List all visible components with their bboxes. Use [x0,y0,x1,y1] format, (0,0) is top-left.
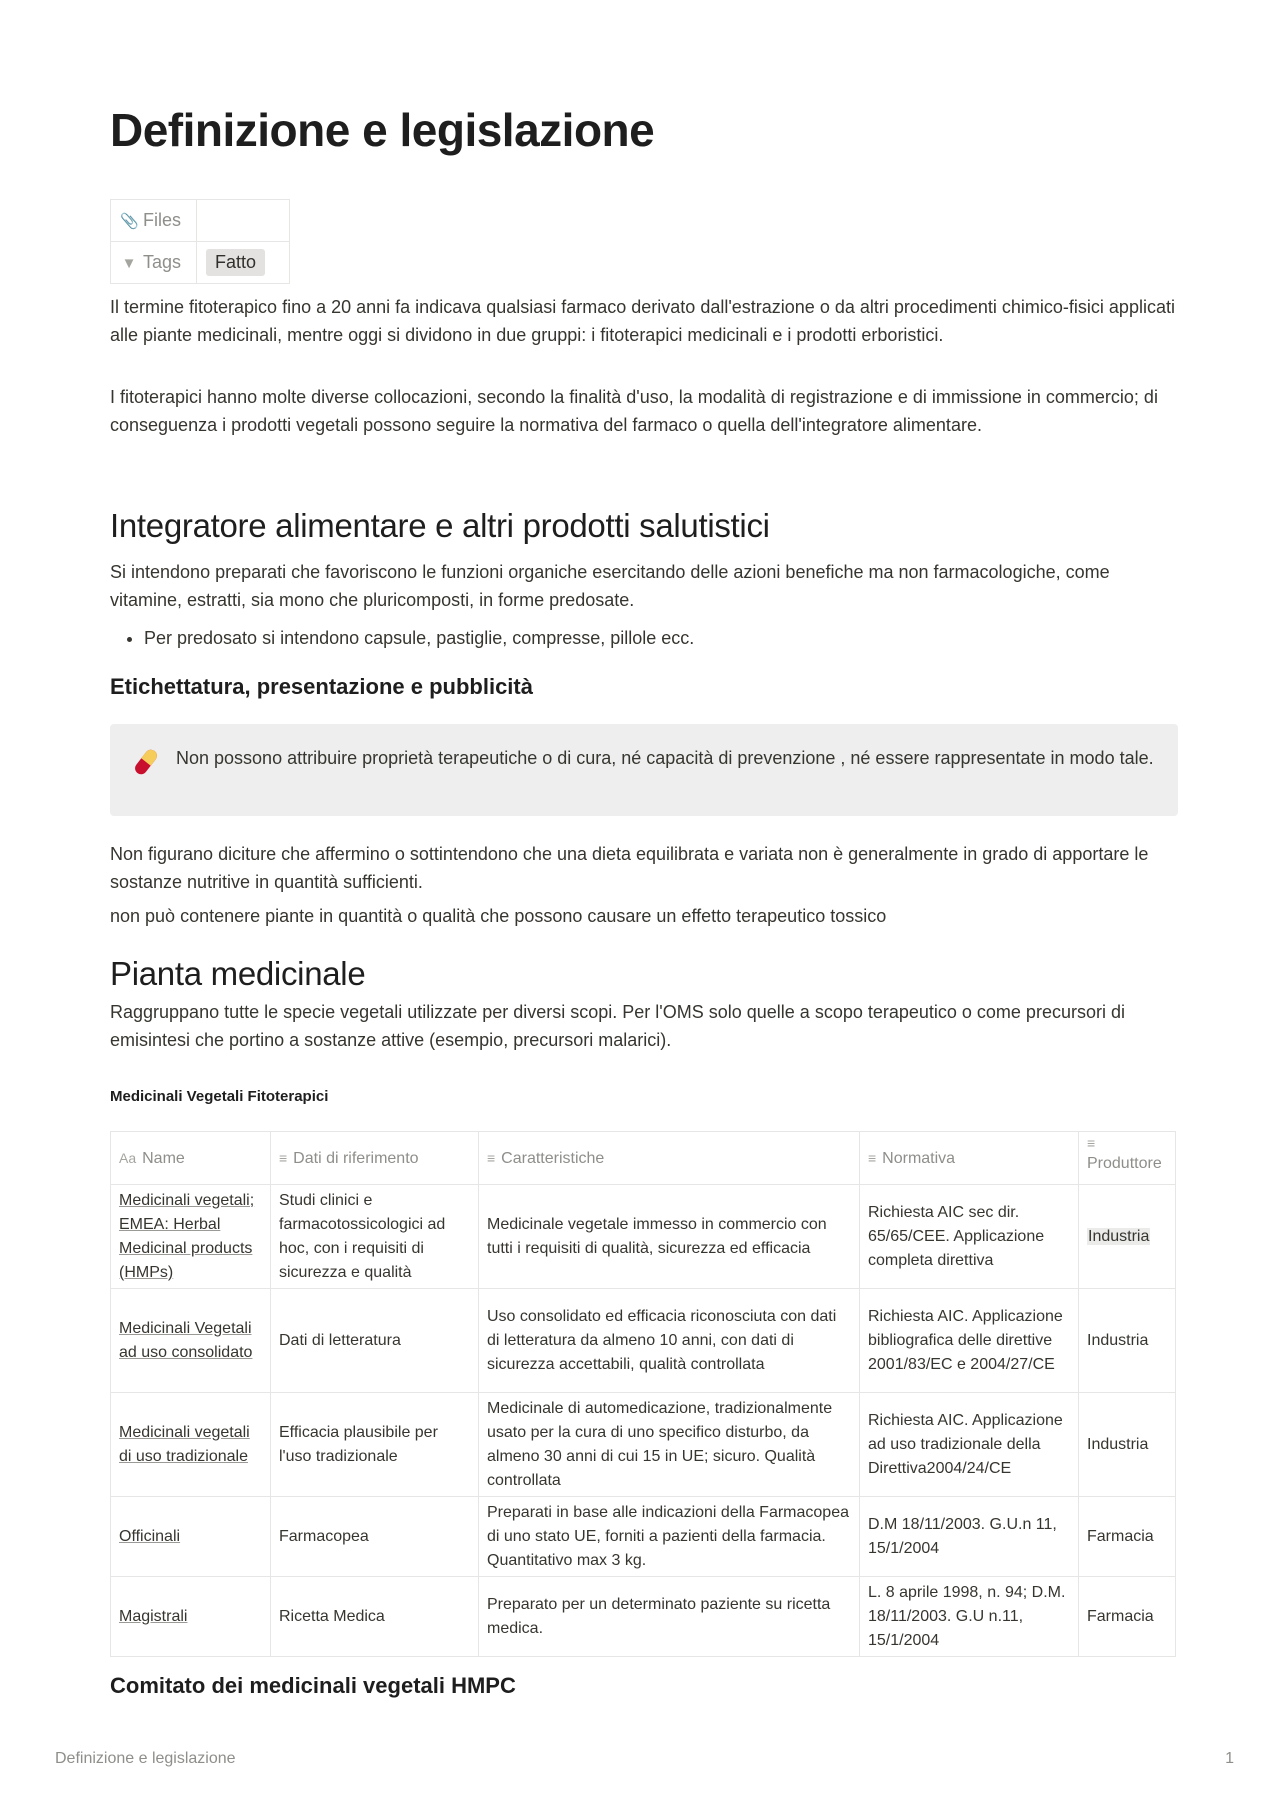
intro-paragraph-1: Il termine fitoterapico fino a 20 anni fa indicava qualsiasi farmaco derivato dall'estrazione o da altri procedimenti chimico-fisici applicati alle piante medicinali, mentre oggi si dividono in due gruppi: i fitoterapici medicinali e i prodotti erboristici. [110,297,1175,345]
column-header-dati[interactable] [271,1132,479,1185]
text-property-icon: ≡ [279,1149,288,1166]
table-cell-dati: Efficacia plausibile per l'uso tradizionale [271,1393,479,1497]
page-title: Definizione e legislazione [110,104,655,156]
table-cell-name[interactable] [111,1289,271,1393]
table-cell-dati: Dati di letteratura [271,1289,479,1393]
heading-integratore: Integratore alimentare e altri prodotti salutistici [110,507,770,544]
table-row [111,1497,1176,1577]
table-cell-normativa: Richiesta AIC. Applicazione ad uso tradizionale della Direttiva2004/24/CE [860,1393,1079,1497]
table-row [111,1185,1176,1289]
table-cell-normativa: L. 8 aprile 1998, n. 94; D.M. 18/11/2003. G.U n.11, 15/1/2004 [860,1577,1079,1657]
row-link[interactable]: Magistrali [119,1607,188,1625]
text-property-icon: ≡ [868,1149,877,1166]
footer-page-number: 1 [1225,1750,1234,1767]
table-cell-produttore: Farmacia [1079,1497,1176,1577]
table-cell-produttore [1079,1185,1176,1289]
table-caption: Medicinali Vegetali Fitoterapici [110,1088,329,1105]
table-cell-produttore: Industria [1079,1289,1176,1393]
row-link[interactable]: Officinali [119,1527,181,1545]
property-tags-key [111,242,197,284]
callout-text: Non possono attribuire proprietà terapeutiche o di cura, né capacità di prevenzione , né essere rappresentate in modo tale. [176,748,1154,768]
column-header-label: Dati di riferimento [293,1149,419,1167]
table-cell-produttore: Farmacia [1079,1577,1176,1657]
column-header-label: Caratteristiche [501,1149,605,1167]
property-tags [111,242,290,284]
table-row [111,1289,1176,1393]
column-header-label: Name [142,1149,185,1167]
table-cell-caratteristiche: Preparati in base alle indicazioni della Farmacopea di uno stato UE, forniti a pazienti della farmacia. Quantitativo max 3 kg. [479,1497,860,1577]
row-link[interactable]: Medicinali vegetali di uso tradizionale [119,1423,250,1465]
chevron-circle-icon: ▼ [121,255,137,272]
property-files-key [111,200,197,242]
footer-title: Definizione e legislazione [55,1750,236,1767]
column-header-label: Produttore [1087,1155,1162,1172]
table-cell-normativa: Richiesta AIC. Applicazione bibliografica delle direttive 2001/83/EC e 2004/27/CE [860,1289,1079,1393]
pill-icon [131,747,161,777]
etichettatura-paragraph-2: non può contenere piante in quantità o qualità che possono causare un effetto terapeutico tossico [110,906,887,926]
title-property-icon: Aa [119,1149,137,1166]
tags-label: Tags [143,252,182,272]
property-files [111,200,290,242]
row-link[interactable]: Medicinali vegetali; EMEA: Herbal Medicinal products (HMPs) [119,1191,255,1281]
row-link[interactable]: Medicinali Vegetali ad uso consolidato [119,1319,253,1361]
table-cell-caratteristiche: Medicinale vegetale immesso in commercio con tutti i requisiti di qualità, sicurezza ed efficacia [479,1185,860,1289]
table-row [111,1577,1176,1657]
callout-box [110,724,1178,816]
heading-comitato: Comitato dei medicinali vegetali HMPC [110,1673,516,1698]
table-cell-name[interactable] [111,1497,271,1577]
table-cell-produttore: Industria [1079,1393,1176,1497]
property-tags-value[interactable] [197,242,290,284]
property-files-value[interactable] [197,200,290,242]
text-property-icon: ≡ [1087,1135,1096,1151]
table-cell-name[interactable] [111,1393,271,1497]
intro-paragraph-2: I fitoterapici hanno molte diverse collocazioni, secondo la finalità d'uso, la modalità di registrazione e di immissione in commercio; di conseguenza i prodotti vegetali possono seguire la normativa del farmaco o quella dell'integratore alimentare. [110,387,1158,435]
table-cell-name[interactable] [111,1577,271,1657]
medicinali-table [110,1131,1176,1657]
column-header-label: Normativa [882,1149,956,1167]
table-cell-name[interactable] [111,1185,271,1289]
column-header-name[interactable] [111,1132,271,1185]
produttore-value: Industria [1088,1227,1150,1245]
column-header-produttore[interactable] [1079,1132,1176,1185]
paperclip-icon: 📎 [120,213,139,230]
table-cell-caratteristiche: Preparato per un determinato paziente su ricetta medica. [479,1577,860,1657]
table-cell-caratteristiche: Uso consolidato ed efficacia riconosciuta con dati di letteratura da almeno 10 anni, con dati di sicurezza accettabili, qualità controllata [479,1289,860,1393]
table-header-row [111,1132,1176,1185]
list-item: • Per predosato si intendono capsule, pastiglie, compresse, pillole ecc. [144,624,694,652]
table-row [111,1393,1176,1497]
pianta-paragraph: Raggruppano tutte le specie vegetali utilizzate per diversi scopi. Per l'OMS solo quelle a scopo terapeutico o come precursori di emisintesi che portino a sostanze attive (esempio, precursori malarici). [110,1002,1125,1050]
integratore-bullet-list [110,624,694,652]
tag-badge[interactable]: Fatto [206,249,265,276]
text-property-icon: ≡ [487,1149,496,1166]
table-cell-caratteristiche: Medicinale di automedicazione, tradizionalmente usato per la cura di uno specifico disturbo, da almeno 30 anni di cui 15 in UE; sicuro. Qualità controllata [479,1393,860,1497]
files-label: Files [143,210,182,230]
table-cell-dati: Ricetta Medica [271,1577,479,1657]
table-cell-dati: Studi clinici e farmacotossicologici ad hoc, con i requisiti di sicurezza e qualità [271,1185,479,1289]
table-cell-normativa: Richiesta AIC sec dir. 65/65/CEE. Applicazione completa direttiva [860,1185,1079,1289]
column-header-normativa[interactable] [860,1132,1079,1185]
properties-table [110,199,290,284]
column-header-caratteristiche[interactable] [479,1132,860,1185]
table-cell-normativa: D.M 18/11/2003. G.U.n 11, 15/1/2004 [860,1497,1079,1577]
heading-etichettatura: Etichettatura, presentazione e pubblicità [110,674,533,699]
heading-pianta: Pianta medicinale [110,955,366,992]
integratore-paragraph: Si intendono preparati che favoriscono le funzioni organiche esercitando delle azioni benefiche ma non farmacologiche, come vitamine, estratti, sia mono che pluricomposti, in forme predosate. [110,562,1110,610]
etichettatura-paragraph-1: Non figurano diciture che affermino o sottintendono che una dieta equilibrata e variata non è generalmente in grado di apportare le sostanze nutritive in quantità sufficienti. [110,844,1149,892]
table-cell-dati: Farmacopea [271,1497,479,1577]
